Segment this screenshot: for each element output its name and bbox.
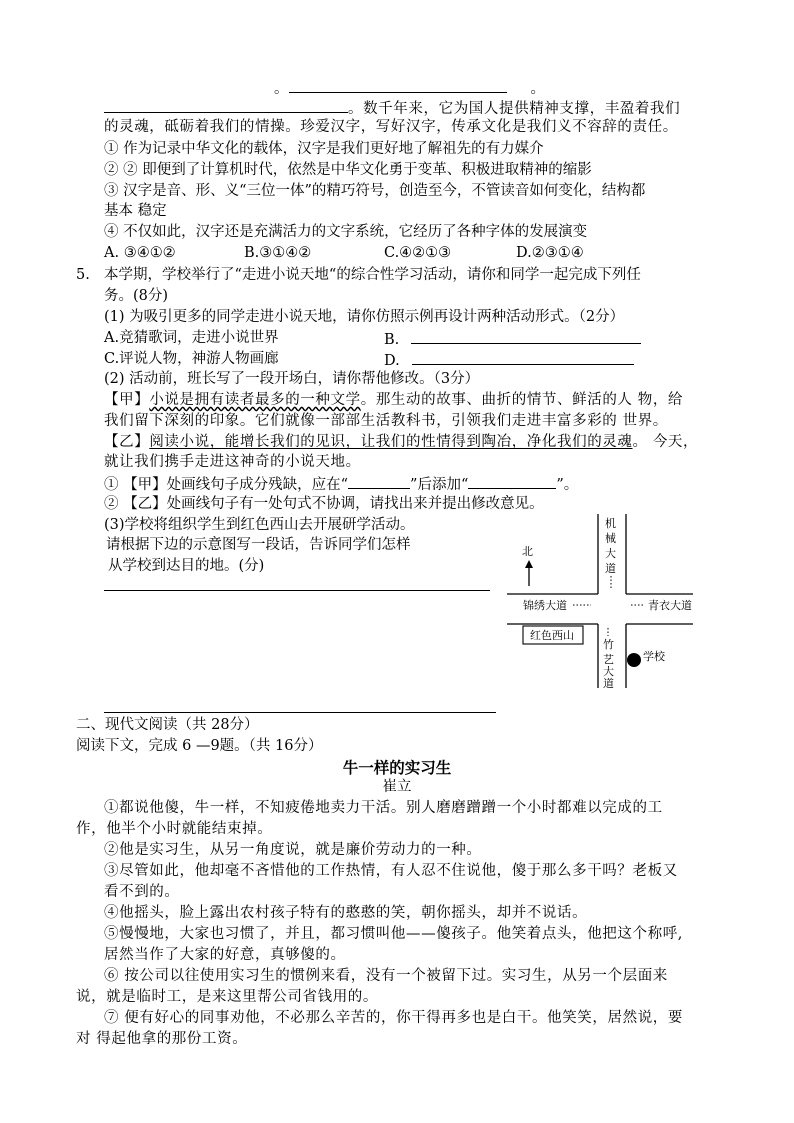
north-arrow-head-icon: [525, 560, 533, 568]
svg-text:竹: 竹: [603, 638, 614, 651]
yi-marked-sentence: 阅读小说，能增长我们的见识，让我们的性情得到陶冶，净化我们的灵魂: [149, 434, 633, 450]
destination-label: 红色西山: [530, 629, 574, 642]
paragraph-5: ⑤慢慢地，大家也习惯了，并且，都习惯叫他——傻孩子。他笑着点头，他把这个称呼,: [104, 926, 684, 942]
choice-row: [104, 244, 584, 262]
q5-part-1: (1) 为吸引更多的同学走进小说天地，请你仿照示例再设计两种活动形式。（2分）: [104, 309, 625, 325]
blank-line-1: [274, 78, 545, 98]
sentence-option-4: ④ 不仅如此，汉字还是充满活力的文字系统，它经历了各种字体的发展演变: [104, 224, 588, 240]
passage-line-2: 。数千年来，它为国人提供精神支撑，丰盈着我们: [104, 98, 680, 118]
north-label: 北: [522, 545, 533, 558]
jia-sentence: 【甲】小说是拥有读者最多的一种文学。那生动的故事、曲折的情节、鲜活的人 物，给: [104, 392, 684, 408]
svg-text:大: 大: [603, 665, 614, 678]
yi-sentence: 【乙】阅读小说，能增长我们的见识，让我们的性情得到陶冶，净化我们的灵魂。 今天，: [104, 434, 699, 450]
q5-sub-2: ② 【乙】处画线句子有一处句式不协调，请找出来并提出修改意见。: [104, 496, 544, 512]
activity-d: D.: [384, 350, 634, 370]
road-label-jixie: [605, 516, 616, 575]
jia-label: 【甲】: [104, 392, 150, 408]
reading-instruction: 阅读下文，完成 6 —9题。（共 16分）: [76, 738, 323, 754]
answer-blank[interactable]: [289, 78, 507, 93]
road-label-qingyi: 青衣大道: [648, 599, 692, 612]
sentence-option-3-cont: 基本 稳定: [104, 203, 167, 219]
paragraph-3: ③尽管如此，他却毫不吝惜他的工作热情，有人忍不住说他，傻于那么多干吗？老板又: [104, 863, 678, 879]
choice-a[interactable]: A. ③④①②: [104, 245, 176, 261]
example-c: C.评说人物，神游人物画廊: [104, 351, 279, 367]
school-marker-icon: [627, 653, 641, 667]
svg-text:艺: 艺: [603, 653, 614, 666]
activity-b: B.: [384, 329, 641, 349]
svg-text:机: 机: [605, 517, 616, 530]
jia-sentence-cont: 我们留下深刻的印象。它们就像一部部生活教科书，引领我们走进丰富多彩的 世界。: [104, 413, 668, 429]
add-word-blank[interactable]: [468, 474, 556, 489]
q5-part-3: (3)学校将组织学生到红色西山去开展研学活动。: [104, 517, 415, 533]
route-map: [505, 512, 705, 692]
question-number-5: 5.: [76, 267, 90, 283]
paragraph-1: ①都说他傻，牛一样，不知疲倦地卖力干活。别人磨磨蹭蹭一个小时都难以完成的工: [104, 800, 663, 816]
article-author: 崔立: [382, 779, 412, 795]
road-label-zhuyi: [603, 637, 614, 690]
yi-sentence-cont: 就让我们携手走进这神奇的小说天地。: [104, 454, 361, 470]
paragraph-5-cont: 居然当作了大家的好意，真够傻的。: [104, 947, 346, 963]
svg-text:道: 道: [603, 677, 614, 690]
answer-blank[interactable]: [104, 98, 348, 113]
sentence-option-2: ② ② 即便到了计算机时代，依然是中华文化勇于变革、积极进取精神的缩影: [104, 162, 592, 178]
choice-b[interactable]: B.③①④②: [244, 245, 312, 261]
period-b: 。: [530, 81, 545, 97]
svg-text:大: 大: [605, 547, 616, 560]
choice-c[interactable]: C.④②①③: [384, 245, 452, 261]
activity-b-blank[interactable]: [411, 329, 641, 344]
q5-sub-1: ① 【甲】处画线句子成分残缺，应在“ ”后添加“ ”。: [104, 474, 578, 494]
paragraph-2: ②他是实习生，从另一角度说，就是廉价劳动力的一种。: [104, 842, 482, 858]
road-label-jinxiu: 锦绣大道: [523, 599, 567, 612]
route-answer-line-2[interactable]: [104, 712, 496, 713]
q5-part-3-cont: 请根据下边的示意图写一段话，告诉同学们怎样: [106, 537, 411, 553]
svg-text:道: 道: [605, 562, 616, 575]
q5-part-3-cont-2: 从学校到达目的地。(分): [108, 558, 265, 574]
svg-text:械: 械: [605, 532, 616, 545]
sentence-option-1: ① 作为记录中华文化的载体，汉字是我们更好地了解祖先的有力媒介: [104, 141, 544, 157]
activity-d-blank[interactable]: [412, 350, 634, 365]
q5-part-2: (2) 活动前，班长写了一段开场白，请你帮他修改。（3分）: [104, 371, 480, 387]
sentence-option-3: ③ 汉字是音、形、义“三位一体”的精巧符号，创造至今，不管读音如何变化，结构都: [104, 183, 646, 199]
paragraph-1-cont: 作，他半个小时就能结束掉。: [76, 821, 273, 837]
paragraph-7-cont: 对 得起他拿的那份工资。: [76, 1031, 248, 1047]
q5-intro: 本学期，学校举行了“走进小说天地“的综合性学习活动，请你和同学一起完成下列任: [104, 267, 641, 283]
paragraph-3-cont: 看不到的。: [104, 884, 180, 900]
school-label: 学校: [643, 650, 665, 663]
route-answer-line-1[interactable]: [104, 590, 490, 591]
example-a: A.竞猜歌词，走进小说世界: [104, 330, 279, 346]
position-blank[interactable]: [348, 474, 410, 489]
passage-line-3: 的灵魂，砥砺着我们的情操。珍爱汉字，写好汉字，传承文化是我们义不容辞的责任。: [104, 119, 678, 135]
paragraph-6-cont: 说，就是临时工，是来这里帮公司省钱用的。: [76, 989, 378, 1005]
paragraph-6: ⑥ 按公司以往使用实习生的惯例来看，没有一个被留下过。实习生，从另一个层面来: [104, 968, 668, 984]
q5-intro-cont: 务。(8分): [104, 288, 169, 304]
jia-marked-sentence: 小说是拥有读者最多的一种文学: [149, 392, 361, 408]
yi-label: 【乙】: [104, 434, 150, 450]
paragraph-4: ④他摇头，脸上露出农村孩子特有的憨憨的笑，朝你摇头，却并不说话。: [104, 905, 588, 921]
period-a: 。: [274, 81, 289, 97]
choice-d[interactable]: D.②③①④: [516, 245, 584, 261]
article-title: 牛一样的实习生: [342, 758, 452, 777]
section-heading: 二、现代文阅读（共 28分）: [76, 717, 259, 733]
paragraph-7: ⑦ 便有好心的同事劝他，不必那么辛苦的，你干得再多也是白干。他笑笑，居然说，要: [104, 1010, 684, 1026]
